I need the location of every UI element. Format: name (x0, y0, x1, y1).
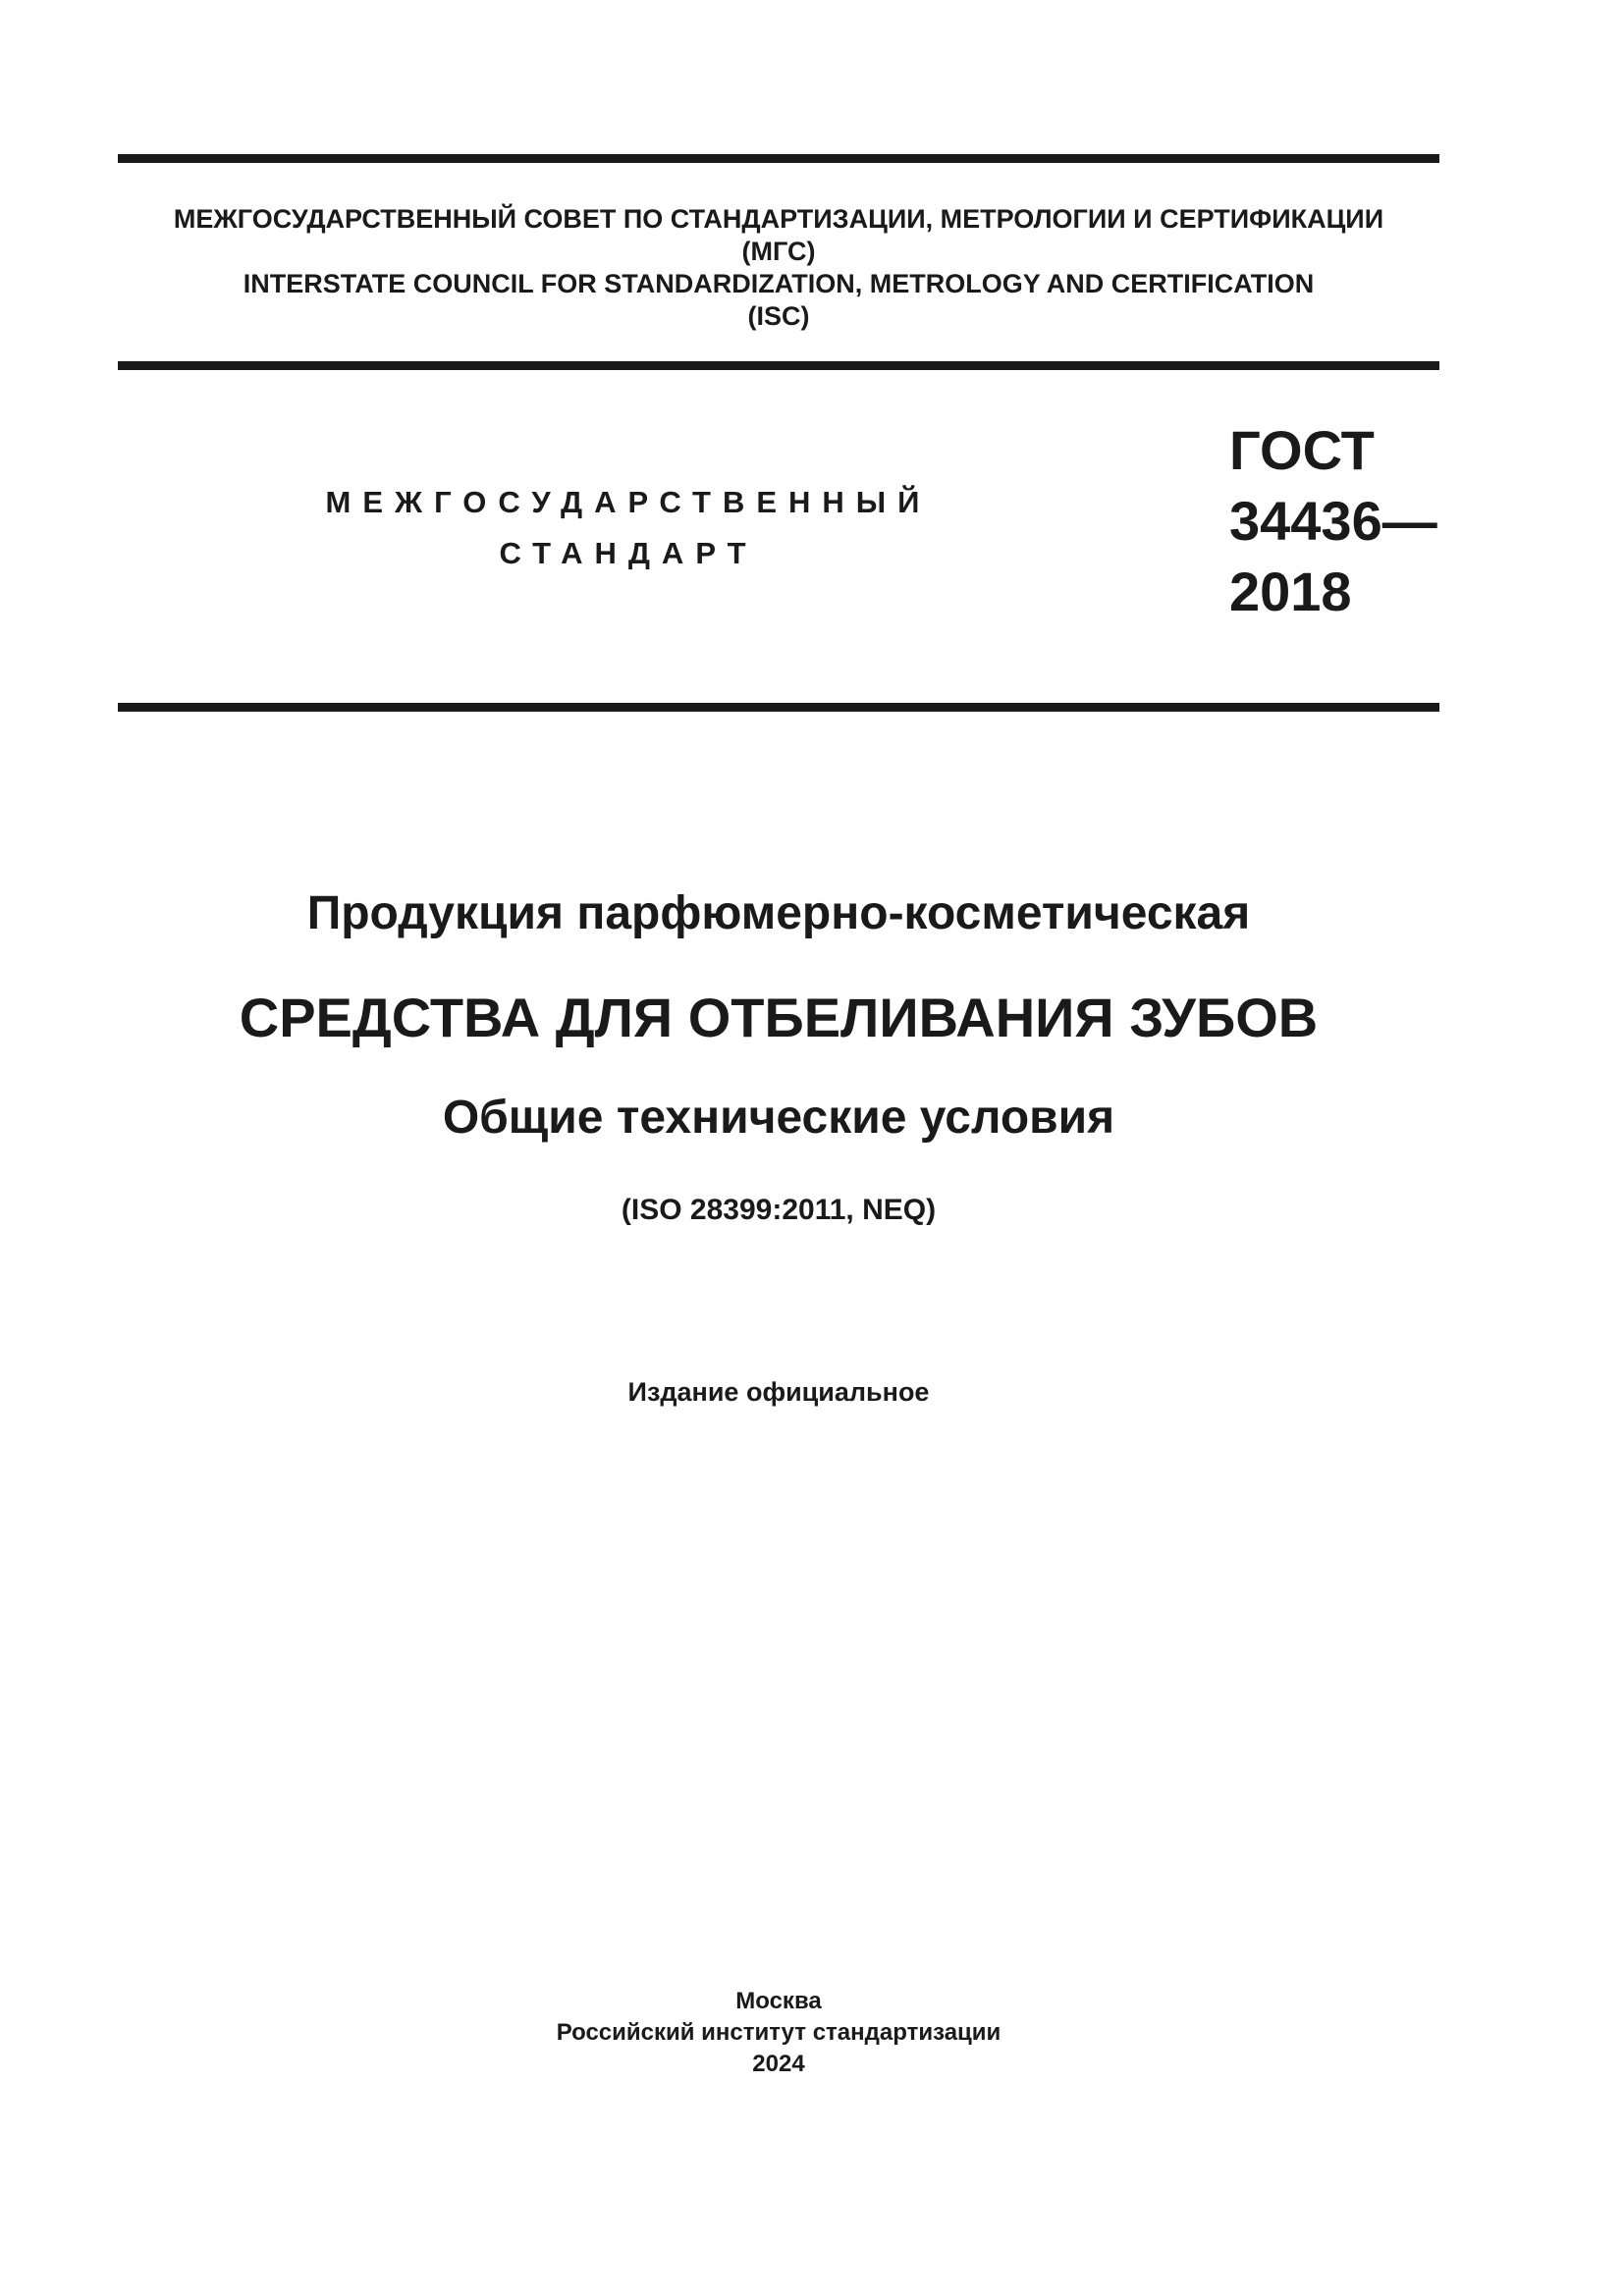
gost-prefix: ГОСТ (1229, 419, 1375, 481)
council-abbr-ru: (МГС) (741, 237, 816, 266)
council-abbr-en: (ISC) (747, 301, 810, 331)
council-header (118, 203, 1439, 333)
gost-designation (1229, 415, 1437, 627)
title-block (118, 879, 1439, 1230)
council-name-ru: МЕЖГОСУДАРСТВЕННЫЙ СОВЕТ ПО СТАНДАРТИЗАЦИИ, МЕТРОЛОГИИ И СЕРТИФИКАЦИИ (173, 204, 1384, 234)
imprint-city: Москва (735, 1988, 822, 2014)
document-subject: Продукция парфюмерно-косметическая (306, 887, 1251, 939)
document-title: СРЕДСТВА ДЛЯ ОТБЕЛИВАНИЯ ЗУБОВ (239, 987, 1319, 1048)
standard-type-line1: МЕЖГОСУДАРСТВЕННЫЙ (325, 485, 932, 519)
imprint (118, 1986, 1439, 2080)
gost-number: 34436— (1229, 490, 1437, 552)
imprint-publisher: Российский институт стандартизации (556, 2019, 1001, 2046)
bottom-rule (118, 703, 1439, 712)
edition-label: Издание официальное (627, 1377, 930, 1407)
document-subtitle: Общие технические условия (442, 1092, 1115, 1144)
gost-year: 2018 (1229, 561, 1352, 622)
standard-type-line2: СТАНДАРТ (499, 536, 758, 570)
middle-rule (118, 361, 1439, 370)
standard-type (295, 477, 962, 579)
top-rule (118, 154, 1439, 163)
council-name-en: INTERSTATE COUNCIL FOR STANDARDIZATION, METROLOGY AND CERTIFICATION (243, 269, 1315, 298)
iso-reference: (ISO 28399:2011, NEQ) (621, 1194, 937, 1226)
imprint-year: 2024 (752, 2051, 805, 2077)
